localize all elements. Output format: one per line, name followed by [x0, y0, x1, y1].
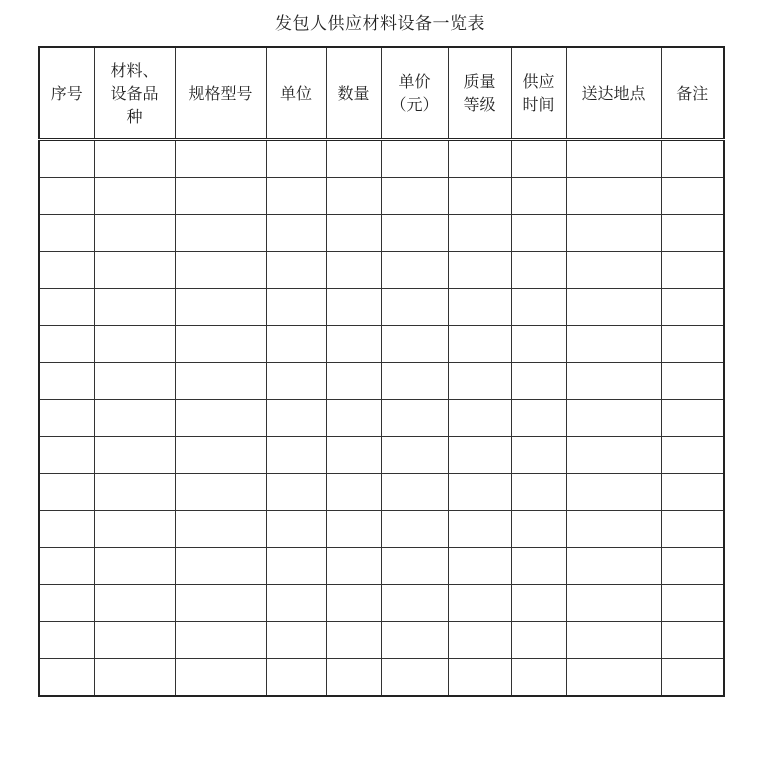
table-cell-seq: [39, 622, 94, 659]
table-cell-grade: [448, 437, 511, 474]
table-row: [39, 363, 724, 400]
table-cell-qty: [326, 363, 381, 400]
header-row: [39, 47, 724, 140]
table-cell-qty: [326, 400, 381, 437]
header-price: [381, 47, 448, 140]
table-cell-spec: [175, 215, 266, 252]
table-cell-item: [94, 215, 175, 252]
table-cell-seq: [39, 178, 94, 215]
table-cell-time: [511, 252, 566, 289]
table-cell-place: [566, 400, 661, 437]
table-cell-spec: [175, 511, 266, 548]
table-cell-unit: [266, 548, 326, 585]
header-unit-label: 单位: [279, 83, 312, 103]
table-cell-item: [94, 585, 175, 622]
table-cell-item: [94, 511, 175, 548]
table-cell-time: [511, 659, 566, 697]
table-cell-spec: [175, 474, 266, 511]
table-cell-price: [381, 474, 448, 511]
table-cell-item: [94, 363, 175, 400]
table-cell-price: [381, 659, 448, 697]
table-cell-seq: [39, 659, 94, 697]
table-cell-spec: [175, 585, 266, 622]
table-cell-grade: [448, 511, 511, 548]
table-cell-remark: [661, 511, 724, 548]
header-spec: [175, 47, 266, 140]
table-cell-grade: [448, 326, 511, 363]
table-cell-remark: [661, 178, 724, 215]
table-cell-grade: [448, 548, 511, 585]
table-cell-spec: [175, 659, 266, 697]
table-cell-unit: [266, 511, 326, 548]
table-row: [39, 178, 724, 215]
table-cell-grade: [448, 289, 511, 326]
table-cell-price: [381, 326, 448, 363]
table-cell-seq: [39, 363, 94, 400]
table-cell-remark: [661, 215, 724, 252]
header-item: [94, 47, 175, 140]
header-place-label: 送达地点: [581, 83, 646, 103]
table-cell-unit: [266, 178, 326, 215]
table-cell-qty: [326, 622, 381, 659]
header-seq-label: 序号: [50, 83, 83, 103]
table-cell-seq: [39, 585, 94, 622]
table-cell-time: [511, 511, 566, 548]
table-cell-unit: [266, 585, 326, 622]
table-cell-seq: [39, 548, 94, 585]
table-cell-remark: [661, 474, 724, 511]
header-grade-label: 质量 等级: [463, 72, 496, 114]
table-cell-spec: [175, 400, 266, 437]
table-cell-seq: [39, 215, 94, 252]
table-cell-remark: [661, 400, 724, 437]
table-cell-price: [381, 437, 448, 474]
table-cell-price: [381, 622, 448, 659]
table-cell-price: [381, 363, 448, 400]
table-cell-item: [94, 140, 175, 178]
table-cell-qty: [326, 511, 381, 548]
table-cell-time: [511, 400, 566, 437]
table-cell-time: [511, 140, 566, 178]
table-cell-time: [511, 289, 566, 326]
table-cell-item: [94, 548, 175, 585]
table-cell-remark: [661, 622, 724, 659]
table-cell-unit: [266, 252, 326, 289]
table-cell-unit: [266, 400, 326, 437]
header-time: [511, 47, 566, 140]
table-cell-time: [511, 178, 566, 215]
table-cell-remark: [661, 140, 724, 178]
table-cell-item: [94, 474, 175, 511]
table-row: [39, 215, 724, 252]
table-cell-place: [566, 585, 661, 622]
table-cell-seq: [39, 326, 94, 363]
table-cell-unit: [266, 289, 326, 326]
table-cell-remark: [661, 252, 724, 289]
table-cell-place: [566, 178, 661, 215]
table-cell-place: [566, 140, 661, 178]
table-cell-seq: [39, 252, 94, 289]
table-cell-qty: [326, 215, 381, 252]
table-cell-spec: [175, 437, 266, 474]
table-row: [39, 437, 724, 474]
table-cell-item: [94, 400, 175, 437]
table-cell-spec: [175, 289, 266, 326]
table-row: [39, 659, 724, 697]
table-cell-time: [511, 585, 566, 622]
table-cell-place: [566, 622, 661, 659]
header-price-label: 单价 （元）: [390, 72, 439, 114]
table-cell-time: [511, 437, 566, 474]
table-cell-seq: [39, 474, 94, 511]
table-cell-remark: [661, 548, 724, 585]
table-cell-qty: [326, 289, 381, 326]
header-unit: [266, 47, 326, 140]
table-row: [39, 511, 724, 548]
header-item-label: 材料、 设备品 种: [110, 60, 159, 126]
table-cell-time: [511, 326, 566, 363]
table-cell-time: [511, 363, 566, 400]
table-cell-spec: [175, 140, 266, 178]
table-cell-grade: [448, 474, 511, 511]
table-cell-price: [381, 252, 448, 289]
table-row: [39, 289, 724, 326]
table-cell-place: [566, 215, 661, 252]
table-cell-place: [566, 252, 661, 289]
table-row: [39, 622, 724, 659]
table-cell-qty: [326, 326, 381, 363]
table-cell-item: [94, 252, 175, 289]
table-cell-place: [566, 326, 661, 363]
table-cell-remark: [661, 363, 724, 400]
table-cell-qty: [326, 585, 381, 622]
table-cell-spec: [175, 548, 266, 585]
document-title: 发包人供应材料设备一览表: [275, 14, 485, 34]
table-cell-grade: [448, 215, 511, 252]
table-cell-seq: [39, 400, 94, 437]
header-remark-label: 备注: [676, 83, 709, 103]
table-cell-remark: [661, 585, 724, 622]
table-cell-price: [381, 511, 448, 548]
table-row: [39, 140, 724, 178]
header-qty-label: 数量: [337, 83, 370, 103]
table-cell-price: [381, 178, 448, 215]
table-cell-price: [381, 289, 448, 326]
header-seq: [39, 47, 94, 140]
table-cell-spec: [175, 252, 266, 289]
table-cell-grade: [448, 659, 511, 697]
table-cell-unit: [266, 437, 326, 474]
header-qty: [326, 47, 381, 140]
table-cell-grade: [448, 178, 511, 215]
table-cell-grade: [448, 585, 511, 622]
table-cell-place: [566, 511, 661, 548]
table-row: [39, 252, 724, 289]
table-cell-unit: [266, 659, 326, 697]
header-grade: [448, 47, 511, 140]
header-spec-label: 规格型号: [188, 83, 253, 103]
table-cell-qty: [326, 140, 381, 178]
table-body: [39, 140, 724, 697]
table-cell-qty: [326, 437, 381, 474]
table-cell-place: [566, 548, 661, 585]
table-cell-price: [381, 400, 448, 437]
table-cell-price: [381, 215, 448, 252]
table-cell-price: [381, 140, 448, 178]
table-cell-time: [511, 474, 566, 511]
table-row: [39, 585, 724, 622]
table-cell-seq: [39, 437, 94, 474]
table-cell-remark: [661, 326, 724, 363]
table-cell-item: [94, 437, 175, 474]
table-cell-item: [94, 326, 175, 363]
table-cell-grade: [448, 363, 511, 400]
table-cell-qty: [326, 659, 381, 697]
table-cell-remark: [661, 437, 724, 474]
table-row: [39, 326, 724, 363]
table-cell-place: [566, 363, 661, 400]
table-cell-spec: [175, 178, 266, 215]
table-cell-time: [511, 215, 566, 252]
table-cell-grade: [448, 140, 511, 178]
table-cell-qty: [326, 178, 381, 215]
table-cell-seq: [39, 289, 94, 326]
table-cell-price: [381, 548, 448, 585]
table-cell-spec: [175, 363, 266, 400]
table-cell-unit: [266, 474, 326, 511]
table-cell-seq: [39, 511, 94, 548]
table-cell-qty: [326, 474, 381, 511]
table-row: [39, 548, 724, 585]
table-cell-qty: [326, 548, 381, 585]
table-cell-item: [94, 622, 175, 659]
table-cell-grade: [448, 622, 511, 659]
table-cell-spec: [175, 622, 266, 659]
table-cell-place: [566, 289, 661, 326]
materials-equipment-table: [38, 46, 725, 697]
table-cell-place: [566, 659, 661, 697]
table-cell-item: [94, 178, 175, 215]
table-cell-time: [511, 622, 566, 659]
table-cell-qty: [326, 252, 381, 289]
table-cell-unit: [266, 140, 326, 178]
table-cell-remark: [661, 659, 724, 697]
table-cell-spec: [175, 326, 266, 363]
table-cell-grade: [448, 400, 511, 437]
table-cell-unit: [266, 363, 326, 400]
table-cell-grade: [448, 252, 511, 289]
table-cell-item: [94, 659, 175, 697]
table-cell-unit: [266, 622, 326, 659]
table-cell-unit: [266, 215, 326, 252]
table-cell-remark: [661, 289, 724, 326]
header-remark: [661, 47, 724, 140]
table-cell-price: [381, 585, 448, 622]
table-cell-place: [566, 437, 661, 474]
table-cell-item: [94, 289, 175, 326]
table-cell-seq: [39, 140, 94, 178]
table-cell-time: [511, 548, 566, 585]
header-place: [566, 47, 661, 140]
table-row: [39, 400, 724, 437]
table-cell-unit: [266, 326, 326, 363]
table-cell-place: [566, 474, 661, 511]
header-time-label: 供应 时间: [522, 72, 555, 114]
table-row: [39, 474, 724, 511]
table-header: [39, 47, 724, 140]
